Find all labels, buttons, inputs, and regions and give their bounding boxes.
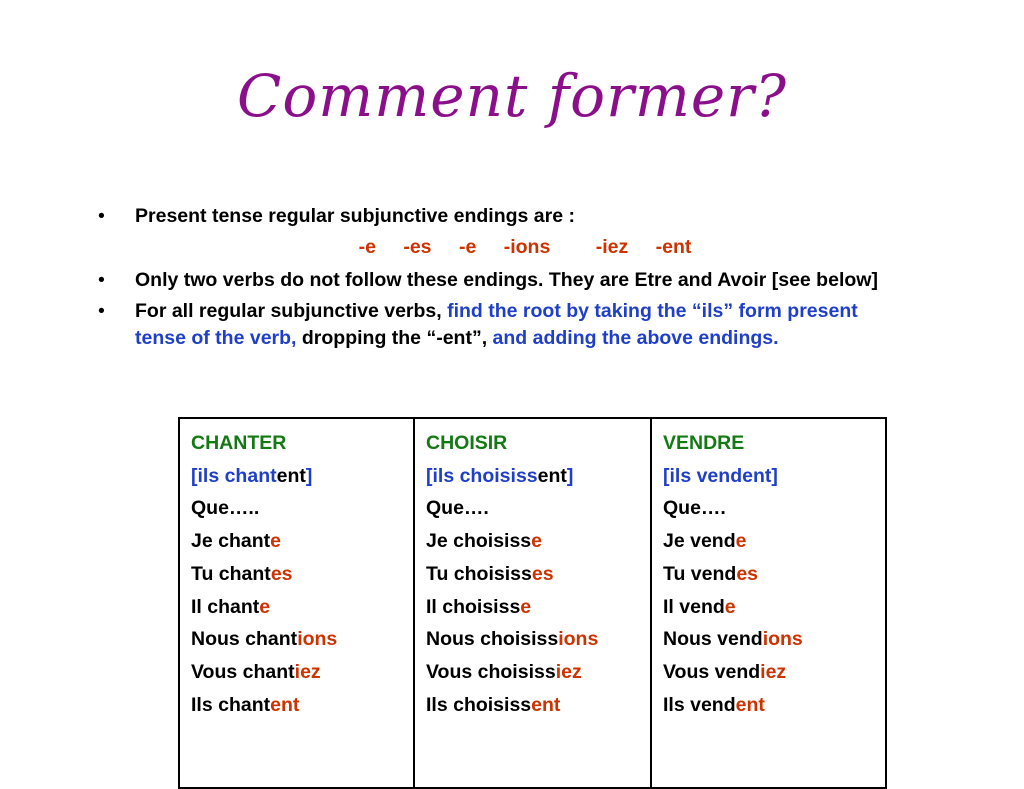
slide-title: Comment former? [237,62,787,130]
conjugation-column-vendre [651,418,886,788]
bullet-text: Present tense regular subjunctive endings are : [135,205,575,227]
conjugation-line: Il vende [663,595,736,618]
ils-form: [ils chantent] [191,464,313,487]
conjugation-line: Vous choisissiez [426,660,582,683]
conjugation-line: Ils choisissent [426,693,561,716]
conjugation-line: Tu chantes [191,562,293,585]
bullet-list [96,203,896,356]
conjugation-line: Tu vendes [663,562,759,585]
conjugation-line: Nous choisissions [426,628,599,651]
que-label: Que….. [191,497,260,520]
conjugation-table [178,417,887,789]
bullet-text-part: For all regular subjunctive verbs, [135,300,448,322]
conjugation-line: Il choisisse [426,595,532,618]
conjugation-column-choisir [414,418,651,788]
conjugation-line: Je choisisse [426,530,543,553]
bullet-item-endings-intro [96,203,896,230]
endings-row [96,234,896,261]
ending: -es [403,236,432,258]
bullet-icon: • [98,300,105,322]
bullet-item-exceptions [96,267,896,294]
ils-form: [ils choisissent] [426,464,574,487]
bullet-text-part: dropping the “-ent”, [296,327,493,349]
ending: -e [458,236,477,258]
conjugation-line: Ils vendent [663,693,765,716]
bullet-text: Only two verbs do not follow these endings. They are Etre and Avoir [see below] [135,269,878,291]
table-row [179,418,886,788]
conjugation-line: Ils chantent [191,693,300,716]
ending: -iez [595,236,629,258]
infinitive: VENDRE [663,432,745,454]
ending: -e [358,236,376,258]
ending: -ions [503,236,551,258]
ils-form: [ils vendent] [663,464,778,487]
conjugation-line: Nous vendions [663,628,803,651]
infinitive: CHANTER [191,432,287,454]
ending: -ent [655,236,692,258]
conjugation-line: Il chante [191,595,271,618]
que-label: Que…. [426,497,489,520]
conjugation-line: Je vende [663,530,747,553]
conjugation-line: Vous chantiez [191,660,321,683]
bullet-text-highlight: find the root by taking the “ils” form present tense of the verb, [135,300,858,349]
bullet-icon: • [98,205,105,227]
que-label: Que…. [663,497,726,520]
conjugation-line: Tu choisisses [426,562,554,585]
conjugation-column-chanter [179,418,414,788]
conjugation-line: Je chante [191,530,281,553]
bullet-item-method [96,298,896,352]
conjugation-line: Nous chantions [191,628,338,651]
infinitive: CHOISIR [426,432,508,454]
conjugation-line: Vous vendiez [663,660,787,683]
bullet-icon: • [98,269,105,291]
bullet-text-highlight: and adding the above endings. [492,327,779,349]
